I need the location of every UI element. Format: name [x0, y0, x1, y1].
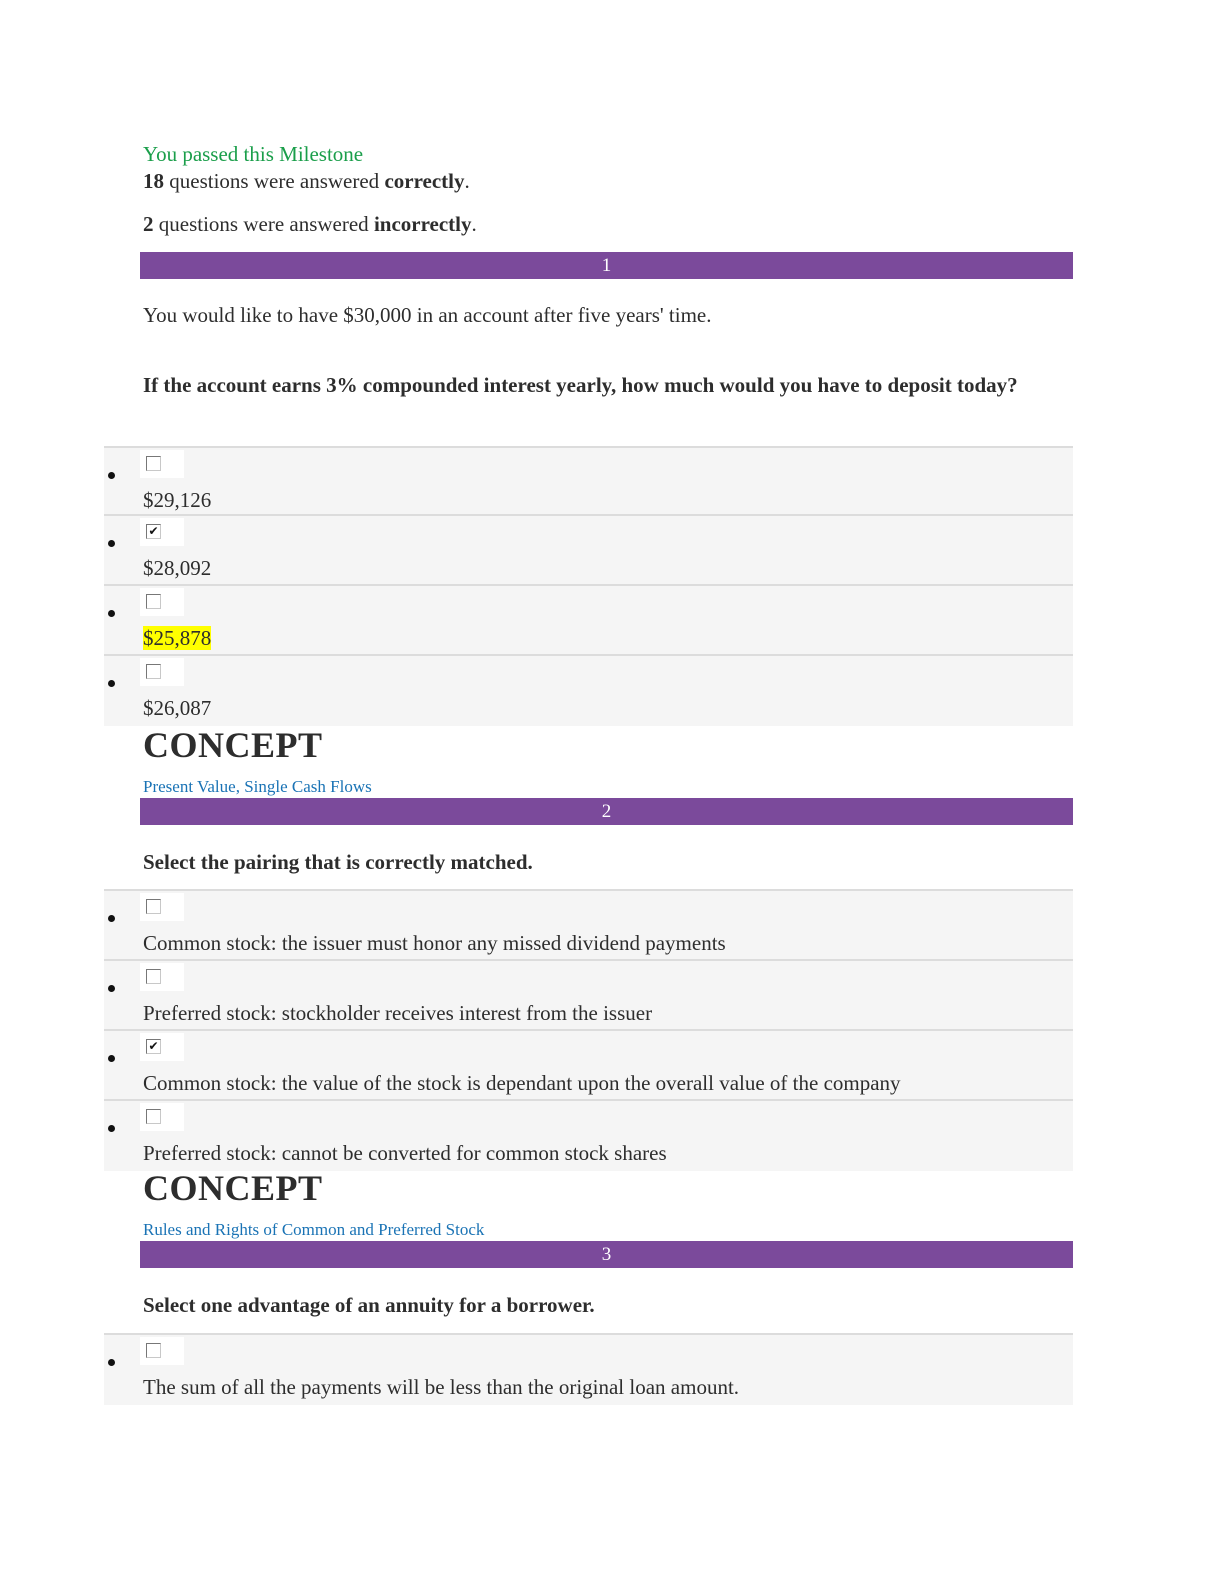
option-label: $28,092 — [143, 556, 212, 580]
question-prompt: Select the pairing that is correctly matched. — [143, 850, 533, 874]
checkbox[interactable] — [146, 969, 161, 984]
option-label: Common stock: the issuer must honor any missed dividend payments — [143, 931, 726, 955]
option-label: Common stock: the value of the stock is dependant upon the overall value of the company — [143, 1071, 901, 1095]
answer-options — [104, 446, 1073, 726]
option-label: $29,126 — [143, 488, 212, 512]
bullet-icon — [108, 1055, 115, 1062]
incorrect-word: incorrectly — [373, 212, 472, 236]
checked-checkbox[interactable]: ✔ — [146, 524, 161, 539]
concept-heading: CONCEPT — [143, 1168, 323, 1208]
checked-checkbox[interactable]: ✔ — [146, 1039, 161, 1054]
bullet-icon — [108, 540, 115, 547]
question-number-bar: 3 — [140, 1241, 1073, 1268]
checkbox[interactable] — [146, 664, 161, 679]
checkbox[interactable] — [146, 594, 161, 609]
incorrect-summary: 2 questions were answered incorrectly. — [143, 212, 477, 236]
answer-option[interactable] — [104, 889, 1073, 959]
concept-link[interactable]: Rules and Rights of Common and Preferred Stock — [143, 1220, 485, 1239]
question-number-bar: 1 — [140, 252, 1073, 279]
bullet-icon — [108, 1125, 115, 1132]
milestone-status: You passed this Milestone — [143, 142, 364, 166]
bullet-icon — [108, 915, 115, 922]
answer-options — [104, 889, 1073, 1171]
answer-option[interactable] — [104, 1029, 1073, 1099]
checkbox[interactable] — [146, 1343, 161, 1358]
checkbox[interactable] — [146, 1109, 161, 1124]
answer-option[interactable] — [104, 1099, 1073, 1171]
answer-option[interactable] — [104, 446, 1073, 514]
checkbox[interactable] — [146, 456, 161, 471]
correct-word: correctly — [384, 169, 465, 193]
incorrect-count: 2 — [143, 212, 154, 236]
option-label: Preferred stock: cannot be converted for common stock shares — [143, 1141, 667, 1165]
option-label: $26,087 — [143, 696, 212, 720]
option-label: Preferred stock: stockholder receives interest from the issuer — [143, 1001, 653, 1025]
answer-option[interactable] — [104, 584, 1073, 654]
question-prompt: If the account earns 3% compounded interest yearly, how much would you have to deposit today? — [143, 373, 1018, 397]
bullet-icon — [108, 610, 115, 617]
bullet-icon — [108, 680, 115, 687]
question-stem: You would like to have $30,000 in an account after five years' time. — [143, 303, 712, 327]
answer-options — [104, 1333, 1073, 1405]
bullet-icon — [108, 472, 115, 479]
checkbox[interactable] — [146, 899, 161, 914]
bullet-icon — [108, 985, 115, 992]
concept-heading: CONCEPT — [143, 725, 323, 765]
question-prompt: Select one advantage of an annuity for a borrower. — [143, 1293, 595, 1317]
option-label-highlighted: $25,878 — [143, 626, 212, 650]
answer-option[interactable] — [104, 1333, 1073, 1405]
answer-option[interactable] — [104, 514, 1073, 584]
bullet-icon — [108, 1359, 115, 1366]
answer-option[interactable] — [104, 654, 1073, 726]
correct-summary: 18 questions were answered correctly. — [143, 169, 470, 193]
option-label: The sum of all the payments will be less than the original loan amount. — [143, 1375, 740, 1399]
question-number-bar: 2 — [140, 798, 1073, 825]
concept-link[interactable]: Present Value, Single Cash Flows — [143, 777, 372, 796]
answer-option[interactable] — [104, 959, 1073, 1029]
correct-count: 18 — [143, 169, 164, 193]
